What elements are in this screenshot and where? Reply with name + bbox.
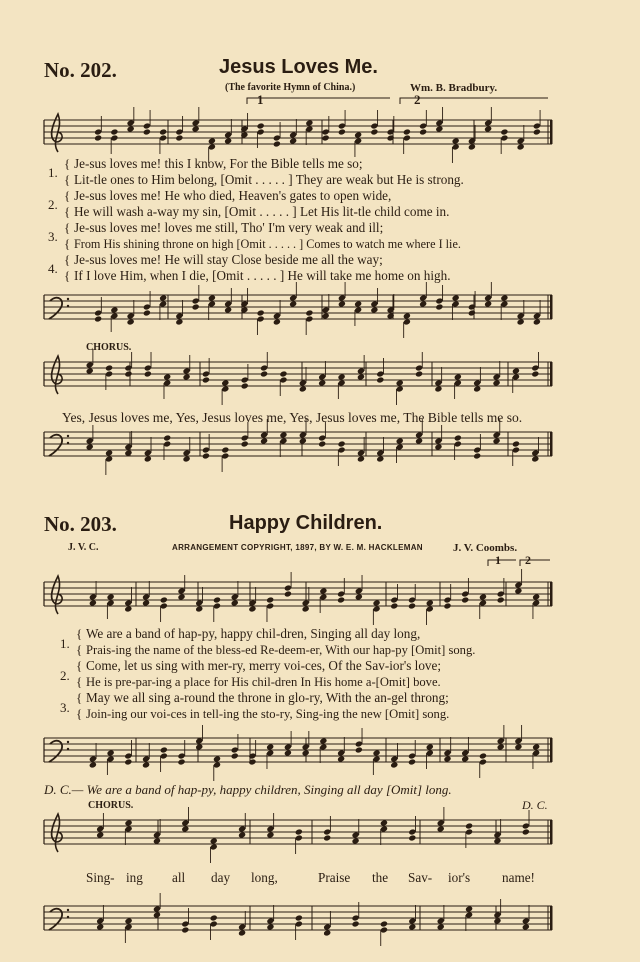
note-head — [419, 300, 427, 307]
note-head — [144, 370, 152, 377]
note-head — [373, 749, 381, 756]
lyric-line: Lit-tle ones to Him belong, [Omit . . . . . ] They are weak but He is strong. — [74, 172, 464, 187]
hymn-203-ending-2: 2 — [525, 553, 531, 567]
bass-clef-dot — [67, 748, 69, 750]
note-head — [299, 385, 307, 392]
note-head — [322, 312, 330, 319]
note-head — [124, 758, 132, 765]
note-head — [183, 373, 191, 380]
note-head — [192, 303, 200, 310]
brace: { — [76, 658, 83, 673]
note-head — [248, 605, 256, 612]
note-head — [231, 599, 239, 606]
bass-clef-dot — [67, 435, 69, 437]
note-head — [124, 605, 132, 612]
brace: { — [64, 156, 71, 171]
verse-number: 2. — [48, 197, 58, 212]
note-head — [396, 437, 404, 444]
note-head — [357, 455, 365, 462]
note-head — [127, 318, 135, 325]
note-head — [533, 318, 541, 325]
note-head — [195, 605, 203, 612]
note-head — [142, 599, 150, 606]
note-head — [461, 596, 469, 603]
note-head — [437, 923, 445, 930]
note-head — [221, 379, 229, 386]
brace: { — [64, 188, 71, 203]
chorus-word: long, — [251, 870, 278, 885]
note-head — [403, 128, 411, 135]
brace: { — [76, 690, 83, 705]
note-head — [142, 761, 150, 768]
note-head — [376, 376, 384, 383]
note-head — [452, 294, 460, 301]
note-head — [266, 923, 274, 930]
note-head — [266, 596, 274, 603]
note-head — [266, 831, 274, 838]
chorus-word: day — [211, 870, 231, 885]
note-head — [266, 743, 274, 750]
lyric-line: He will wash a-way my sin, [Omit . . . . . ] Let His lit-tle child come in. — [74, 204, 450, 219]
bar-line — [550, 906, 553, 930]
note-head — [443, 755, 451, 762]
note-head — [352, 837, 360, 844]
lyric-line: Come, let us sing with mer-ry, merry voi-ces, Of the Sav-ior's love; — [86, 658, 442, 673]
note-head — [125, 917, 133, 924]
verse-number: 1. — [60, 636, 70, 651]
bass-clef-dot — [67, 298, 69, 300]
note-head — [396, 379, 404, 386]
note-head — [338, 373, 346, 380]
hymn-203-ending-1: 1 — [495, 553, 501, 567]
note-head — [443, 602, 451, 609]
note-head — [493, 837, 501, 844]
note-head — [202, 452, 210, 459]
note-head — [318, 440, 326, 447]
note-head — [415, 437, 423, 444]
note-head — [465, 822, 473, 829]
lyric-line: If I love Him, when I die, [Omit . . . . . ] He will take me home on high. — [74, 268, 451, 283]
note-head — [512, 440, 520, 447]
note-head — [435, 125, 443, 132]
note-head — [357, 373, 365, 380]
hymn-203-dc-text: D. C.— We are a band of hap-py, happy children, Singing all day [Omit] long. — [44, 782, 452, 797]
note-head — [181, 825, 189, 832]
note-head — [289, 137, 297, 144]
note-head — [484, 125, 492, 132]
bar-line — [550, 120, 553, 144]
note-head — [533, 128, 541, 135]
note-head — [408, 834, 416, 841]
note-head — [532, 743, 540, 750]
bass-clef-dot — [67, 305, 69, 307]
note-head — [295, 914, 303, 921]
ending-bracket — [247, 98, 390, 104]
note-head — [380, 920, 388, 927]
note-head — [337, 755, 345, 762]
note-head — [319, 587, 327, 594]
note-head — [484, 300, 492, 307]
note-head — [370, 306, 378, 313]
note-head — [468, 309, 476, 316]
bar-line — [550, 820, 553, 844]
note-head — [376, 455, 384, 462]
note-head — [408, 758, 416, 765]
lyric-line: From His shining throne on high [Omit . . . . . ] Comes to watch me where I lie. — [74, 237, 461, 251]
note-head — [500, 128, 508, 135]
note-head — [465, 905, 473, 912]
verse-number: 3. — [48, 229, 58, 244]
note-head — [257, 122, 265, 129]
note-head — [107, 593, 115, 600]
chorus-word: name! — [502, 870, 535, 885]
note-head — [96, 831, 104, 838]
note-head — [124, 370, 132, 377]
brace: { — [64, 172, 71, 187]
note-head — [454, 434, 462, 441]
brace: { — [64, 220, 71, 235]
note-head — [514, 587, 522, 594]
note-head — [338, 440, 346, 447]
note-head — [110, 306, 118, 313]
note-head — [517, 143, 525, 150]
note-head — [354, 131, 362, 138]
note-head — [408, 602, 416, 609]
hymn-203-author: J. V. C. — [68, 542, 99, 553]
note-head — [497, 743, 505, 750]
note-head — [208, 294, 216, 301]
note-head — [94, 134, 102, 141]
note-head — [159, 128, 167, 135]
note-head — [213, 755, 221, 762]
note-head — [163, 373, 171, 380]
ending-bracket — [400, 98, 548, 104]
note-head — [127, 125, 135, 132]
ending-bracket — [488, 560, 516, 566]
note-head — [302, 605, 310, 612]
hymn-203-dc-mark: D. C. — [522, 798, 548, 812]
note-head — [318, 379, 326, 386]
lyric-line: Je-sus loves me! He will stay Close beside me all the way; — [74, 252, 383, 267]
note-head — [153, 837, 161, 844]
bar-line — [550, 738, 553, 762]
brace: { — [64, 204, 71, 219]
note-head — [299, 437, 307, 444]
bass-clef-dot — [67, 741, 69, 743]
hymn-202-title: Jesus Loves Me. — [219, 56, 378, 78]
brace: { — [64, 268, 71, 283]
verse-number: 1. — [48, 165, 58, 180]
note-head — [355, 593, 363, 600]
hymn-202-subtitle: (The favorite Hymn of China.) — [225, 82, 356, 93]
hymn-202-composer: Wm. B. Bradbury. — [410, 82, 498, 94]
hymn-202-number: No. 202. — [44, 58, 117, 82]
note-head — [323, 929, 331, 936]
note-head — [89, 761, 97, 768]
note-head — [319, 737, 327, 744]
bass-clef-dot — [67, 442, 69, 444]
note-head — [452, 137, 460, 144]
note-head — [305, 309, 313, 316]
note-head — [175, 318, 183, 325]
note-head — [522, 923, 530, 930]
chorus-word: Praise — [318, 870, 351, 885]
note-head — [279, 431, 287, 438]
note-head — [390, 761, 398, 768]
note-head — [512, 367, 520, 374]
hymn-202-ending-2: 2 — [414, 92, 421, 107]
note-head — [380, 819, 388, 826]
note-head — [302, 749, 310, 756]
brace: { — [76, 626, 83, 641]
note-head — [260, 437, 268, 444]
bar-line — [550, 582, 553, 606]
note-head — [213, 596, 221, 603]
note-head — [279, 370, 287, 377]
note-head — [514, 743, 522, 750]
note-head — [493, 917, 501, 924]
chorus-word: all — [172, 870, 186, 885]
note-head — [284, 749, 292, 756]
note-head — [94, 315, 102, 322]
note-head — [160, 746, 168, 753]
note-head — [500, 294, 508, 301]
note-head — [163, 434, 171, 441]
note-head — [125, 819, 133, 826]
note-head — [426, 743, 434, 750]
note-head — [224, 306, 232, 313]
bar-line — [550, 432, 553, 456]
note-head — [532, 593, 540, 600]
hymn-203-copyright: ARRANGEMENT COPYRIGHT, 1897, BY W. E. M. HACKLEMAN — [172, 543, 423, 552]
note-head — [390, 602, 398, 609]
note-head — [373, 599, 381, 606]
note-head — [419, 128, 427, 135]
lyric-line: He is pre-par-ing a place for His chil-dren In His home a-[Omit] bove. — [86, 675, 441, 689]
note-head — [105, 364, 113, 371]
note-head — [107, 749, 115, 756]
note-head — [208, 137, 216, 144]
note-head — [144, 455, 152, 462]
note-head — [531, 455, 539, 462]
note-head — [461, 755, 469, 762]
note-head — [517, 318, 525, 325]
note-head — [160, 596, 168, 603]
note-head — [177, 758, 185, 765]
lyric-line: May we all sing a-round the throne in glo-ry, With the an-gel throng; — [86, 690, 449, 705]
note-head — [435, 303, 443, 310]
bar-line — [550, 295, 553, 319]
hymn-202-chorus-text: Yes, Jesus loves me, Yes, Jesus loves me, Yes, Jesus loves me, The Bible tells me so. — [62, 410, 523, 425]
lyric-line: Je-sus loves me! this I know, For the Bible tells me so; — [74, 156, 363, 171]
hymn-203-number: No. 203. — [44, 512, 117, 536]
note-head — [124, 449, 132, 456]
note-head — [143, 128, 151, 135]
hymn-203-chorus-label: CHORUS. — [88, 800, 134, 811]
note-head — [295, 828, 303, 835]
note-head — [437, 825, 445, 832]
note-head — [473, 452, 481, 459]
note-head — [86, 367, 94, 374]
note-head — [522, 828, 530, 835]
note-head — [352, 920, 360, 927]
note-head — [224, 137, 232, 144]
note-head — [105, 449, 113, 456]
note-head — [323, 834, 331, 841]
brace: { — [64, 236, 71, 251]
note-head — [241, 440, 249, 447]
note-head — [284, 590, 292, 597]
chorus-word: the — [372, 870, 389, 885]
verse-number: 4. — [48, 261, 58, 276]
bar-line — [550, 362, 553, 386]
note-head — [403, 312, 411, 319]
note-head — [305, 119, 313, 126]
note-head — [96, 923, 104, 930]
note-head — [426, 599, 434, 606]
note-head — [338, 128, 346, 135]
bass-clef-dot — [67, 916, 69, 918]
lyric-line: Join-ing our voi-ces in tell-ing the sto-ry, Sing-ing the new [Omit] song. — [86, 707, 450, 721]
note-head — [177, 593, 185, 600]
note-head — [241, 382, 249, 389]
note-head — [273, 318, 281, 325]
verse-number: 2. — [60, 668, 70, 683]
lyric-line: Prais-ing the name of the bless-ed Re-deem-er, With our hap-py [Omit] song. — [86, 643, 476, 657]
note-head — [493, 437, 501, 444]
note-head — [86, 443, 94, 450]
note-head — [192, 125, 200, 132]
note-head — [238, 831, 246, 838]
chorus-word: ior's — [448, 870, 471, 885]
note-head — [479, 593, 487, 600]
note-head — [337, 596, 345, 603]
note-head — [181, 926, 189, 933]
note-head — [210, 914, 218, 921]
chorus-word: Sav- — [408, 870, 433, 885]
lyric-line: Je-sus loves me! He who died, Heaven's gates to open wide, — [74, 188, 392, 203]
note-head — [159, 294, 167, 301]
note-head — [531, 370, 539, 377]
note-head — [497, 596, 505, 603]
note-head — [231, 752, 239, 759]
note-head — [415, 370, 423, 377]
note-head — [210, 837, 218, 844]
note-head — [370, 128, 378, 135]
note-head — [273, 140, 281, 147]
hymn-202-chorus-label: CHORUS. — [86, 342, 132, 353]
note-head — [89, 599, 97, 606]
hymn-203-composer: J. V. Coombs. — [453, 542, 518, 554]
brace: { — [76, 674, 83, 689]
hymn-203-title: Happy Children. — [229, 512, 383, 534]
note-head — [434, 385, 442, 392]
note-head — [289, 300, 297, 307]
verse-number: 3. — [60, 700, 70, 715]
note-head — [143, 309, 151, 316]
note-head — [322, 134, 330, 141]
note-head — [493, 379, 501, 386]
note-head — [260, 370, 268, 377]
note-head — [175, 134, 183, 141]
note-head — [454, 373, 462, 380]
note-head — [202, 376, 210, 383]
note-head — [153, 911, 161, 918]
lyric-line: We are a band of hap-py, happy chil-dren, Singing all day long, — [86, 626, 421, 641]
note-head — [479, 752, 487, 759]
note-head — [110, 128, 118, 135]
note-head — [473, 385, 481, 392]
note-head — [354, 300, 362, 307]
note-head — [355, 746, 363, 753]
bass-clef-dot — [67, 909, 69, 911]
note-head — [408, 923, 416, 930]
note-head — [434, 443, 442, 450]
chorus-word: ing — [126, 870, 143, 885]
hymn-202-ending-1: 1 — [257, 92, 264, 107]
chorus-word: Sing- — [86, 870, 115, 885]
lyric-line: Je-sus loves me! loves me still, Tho' I'm very weak and ill; — [74, 220, 384, 235]
note-head — [257, 309, 265, 316]
brace: { — [76, 642, 83, 657]
brace: { — [64, 252, 71, 267]
note-head — [338, 300, 346, 307]
note-head — [468, 143, 476, 150]
brace: { — [76, 706, 83, 721]
note-head — [221, 446, 229, 453]
note-head — [183, 455, 191, 462]
note-head — [238, 929, 246, 936]
note-head — [195, 743, 203, 750]
